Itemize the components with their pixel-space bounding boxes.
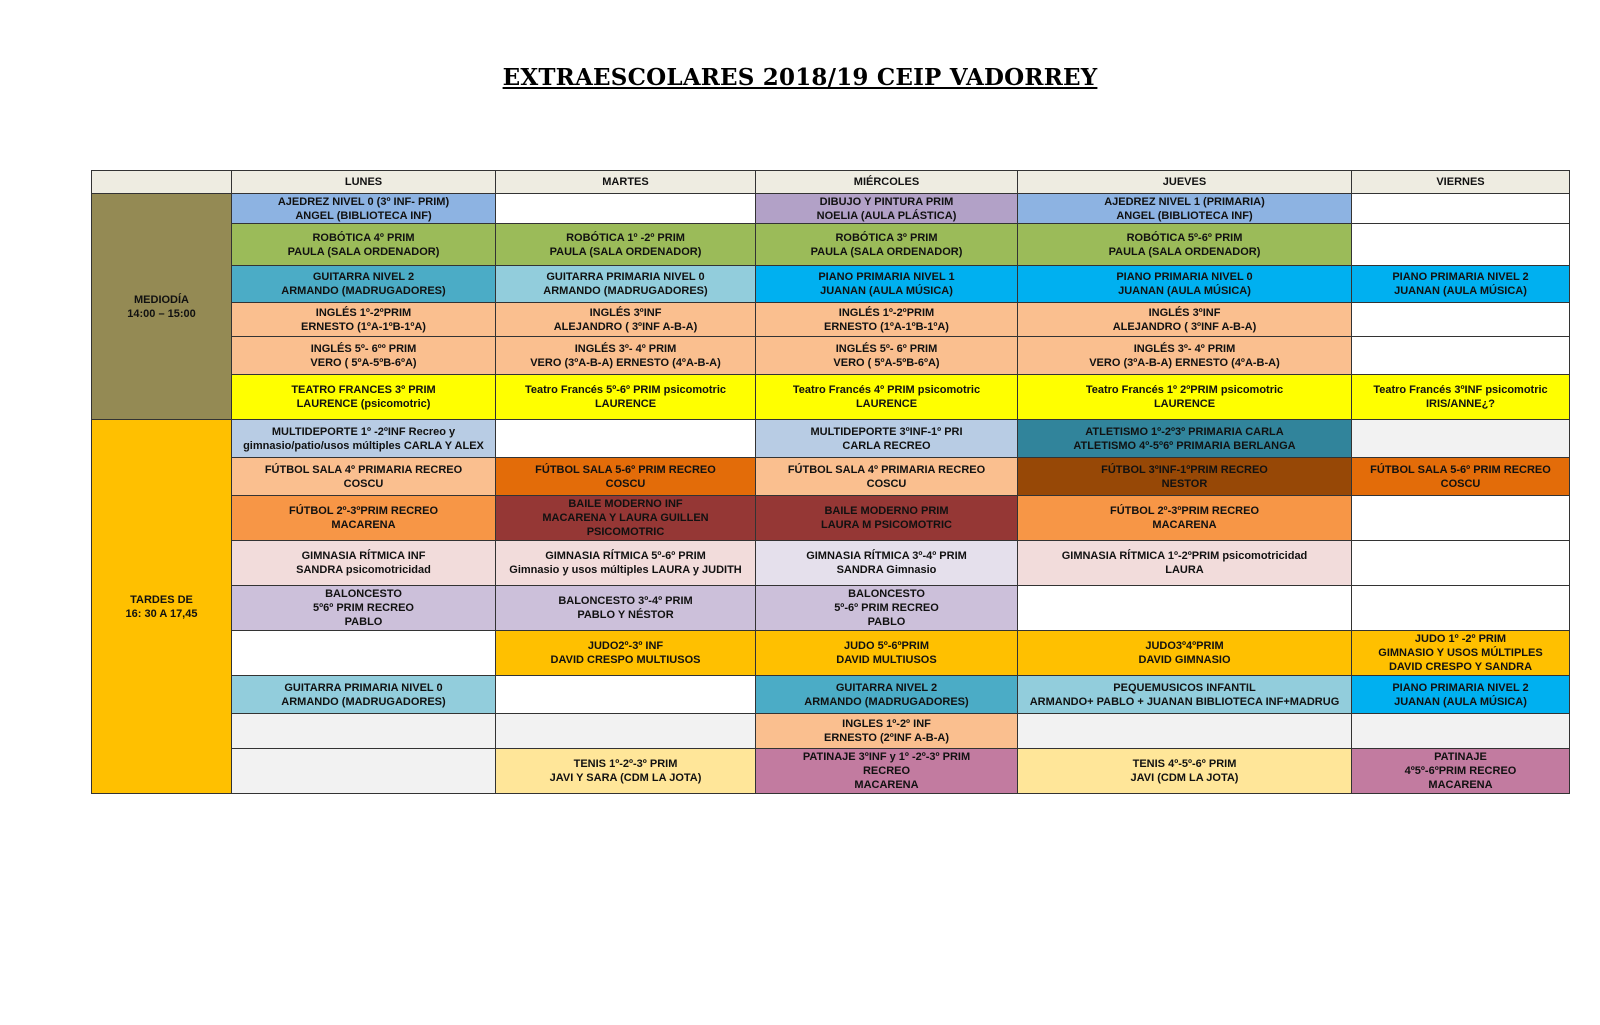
time-block-cell [92,420,232,794]
activity-row [92,714,1570,749]
activity-line: GIMNASIO Y USOS MÚLTIPLES [1378,647,1543,659]
activity-row [92,631,1570,676]
activity-line: Teatro Francés 1º 2ºPRIM psicomotric [1085,384,1284,396]
activity-line: DAVID GIMNASIO [1138,654,1231,666]
activity-cell [756,375,1018,420]
empty-cell [1352,496,1570,541]
activity-line: FÚTBOL SALA 5-6º PRIM RECREO [535,463,716,476]
activity-line: DAVID CRESPO Y SANDRA [1388,661,1533,673]
activity-line: PABLO [344,616,383,628]
activity-line: ARMANDO (MADRUGADORES) [543,285,708,297]
empty-cell [1352,224,1570,266]
activity-cell [1018,496,1352,541]
activity-row [92,586,1570,631]
activity-line: MACARENA [1152,519,1217,531]
activity-cell [232,420,496,458]
activity-line: CARLA RECREO [842,439,931,452]
activity-row [92,375,1570,420]
activity-row [92,194,1570,224]
activity-line: Teatro Francés 4º PRIM psicomotric [792,384,981,396]
activity-line: AJEDREZ NIVEL 1 (PRIMARIA) [1104,195,1265,208]
activity-row [92,420,1570,458]
activity-cell [232,303,496,337]
activity-cell [232,266,496,303]
activity-line: PIANO PRIMARIA NIVEL 2 [1392,271,1529,283]
empty-cell [496,714,756,749]
activity-cell [1018,337,1352,375]
activity-line: INGLÉS 3º- 4º PRIM [574,342,677,355]
empty-cell [1352,194,1570,224]
activity-line: IRIS/ANNE¿? [1425,398,1496,410]
activity-line: MACARENA [331,519,396,531]
activity-line: JUANAN (AULA MÚSICA) [1394,285,1527,297]
activity-cell [232,375,496,420]
activity-line: MACARENA [854,779,919,791]
activity-cell [1352,676,1570,714]
activity-line: NOELIA (AULA PLÁSTICA) [816,209,957,222]
empty-cell [1352,303,1570,337]
activity-line: RECREO [862,765,911,777]
activity-line: SANDRA Gimnasio [836,564,937,576]
activity-cell [1018,375,1352,420]
activity-line: ROBÓTICA 5º-6º PRIM [1126,231,1243,244]
activity-line: PSICOMOTRIC [586,526,665,538]
activity-line: ANGEL (BIBLIOTECA INF) [295,209,432,222]
activity-cell [756,420,1018,458]
activity-cell [756,676,1018,714]
activity-line: FÚTBOL SALA 5-6º PRIM RECREO [1370,463,1551,476]
activity-cell [496,631,756,676]
activity-line: Teatro Francés 5º-6º PRIM psicomotric [525,384,726,396]
activity-cell [1018,676,1352,714]
activity-line: PATINAJE [1434,751,1487,763]
activity-line: PAULA (SALA ORDENADOR) [549,245,702,258]
activity-cell [232,676,496,714]
activity-line: ARMANDO (MADRUGADORES) [281,695,446,708]
activity-cell [232,224,496,266]
activity-line: ERNESTO (1ºA-1ºB-1ºA) [301,320,426,333]
activity-cell [756,266,1018,303]
activity-line: 5º-6º PRIM RECREO [834,602,939,614]
activity-line: SANDRA psicomotricidad [296,564,431,576]
activity-cell [496,541,756,586]
activity-cell [232,194,496,224]
empty-cell [232,714,496,749]
activity-cell [756,496,1018,541]
activity-line: COSCU [343,477,384,490]
activity-row [92,337,1570,375]
activity-cell [1018,266,1352,303]
activity-cell [496,458,756,496]
time-block-hours: 16: 30 A 17,45 [125,607,198,620]
activity-line: 5º6º PRIM RECREO [313,602,414,614]
activity-line: VERO (3ºA-B-A) ERNESTO (4ºA-B-A) [530,356,721,369]
activity-line: PEQUEMUSICOS INFANTIL [1113,681,1256,694]
activity-cell [1018,631,1352,676]
activity-line: VERO (3ºA-B-A) ERNESTO (4ºA-B-A) [1089,356,1280,369]
empty-cell [1018,586,1352,631]
activity-line: LAURENCE [855,398,918,410]
activity-line: ALEJANDRO ( 3ºINF A-B-A) [1112,320,1257,333]
empty-cell [496,420,756,458]
activity-row [92,266,1570,303]
activity-line: ALEJANDRO ( 3ºINF A-B-A) [553,320,698,333]
activity-line: JAVI (CDM LA JOTA) [1130,772,1239,784]
activity-line: BALONCESTO [848,588,925,600]
activity-line: ATLETISMO 1º-2º3º PRIMARIA CARLA [1085,425,1284,438]
activity-line: PAULA (SALA ORDENADOR) [1108,245,1261,258]
activity-line: LAURA [1165,564,1204,576]
activity-cell [232,586,496,631]
activity-cell [496,224,756,266]
activity-line: GUITARRA NIVEL 2 [312,271,415,283]
activity-line: FÚTBOL 3ºINF-1ºPRIM RECREO [1101,463,1268,476]
activity-line: PIANO PRIMARIA NIVEL 1 [818,271,955,283]
activity-line: ARMANDO+ PABLO + JUANAN BIBLIOTECA INF+MADRUG [1029,695,1340,708]
activity-line: VERO ( 5ºA-5ºB-6ºA) [833,356,940,369]
activity-cell [1018,541,1352,586]
activity-line: INGLÉS 3º- 4º PRIM [1133,342,1236,355]
empty-cell [1352,714,1570,749]
activity-line: ROBÓTICA 4º PRIM [312,231,415,244]
activity-line: FÚTBOL SALA 4º PRIMARIA RECREO [787,463,986,476]
activity-line: ROBÓTICA 1º -2º PRIM [566,231,685,244]
activity-line: JUDO 1º -2º PRIM [1414,633,1507,645]
activity-cell [496,303,756,337]
activity-cell [1018,458,1352,496]
activity-line: LAURENCE [1153,398,1216,410]
activity-line: JUDO3º4ºPRIM [1145,640,1224,652]
empty-cell [1018,714,1352,749]
activity-line: PIANO PRIMARIA NIVEL 0 [1116,271,1253,283]
activity-line: BAILE MODERNO PRIM [824,505,949,517]
activity-row [92,303,1570,337]
activity-line: JUANAN (AULA MÚSICA) [820,285,953,297]
activity-cell [1352,631,1570,676]
activity-cell [1018,224,1352,266]
activity-line: ROBÓTICA 3º PRIM [835,231,938,244]
empty-cell [496,194,756,224]
activity-cell [756,303,1018,337]
activity-cell [232,458,496,496]
activity-cell [1352,458,1570,496]
activity-line: TENIS 1º-2º-3º PRIM [573,758,678,770]
activity-cell [756,458,1018,496]
activity-cell [756,194,1018,224]
activity-line: ANGEL (BIBLIOTECA INF) [1116,209,1253,222]
empty-cell [232,631,496,676]
activity-line: PABLO [867,616,906,628]
activity-line: INGLÉS 3ºINF [1148,306,1221,319]
time-block-cell [92,194,232,420]
empty-cell [1352,337,1570,375]
activity-cell [496,266,756,303]
activity-cell [496,496,756,541]
activity-line: COSCU [866,477,907,490]
activity-cell [232,541,496,586]
activity-row [92,749,1570,794]
activity-line: BALONCESTO [325,588,402,600]
activity-line: INGLÉS 3ºINF [589,306,662,319]
activity-line: VERO ( 5ºA-5ºB-6ºA) [310,356,417,369]
activity-line: INGLÉS 5º- 6ºº PRIM [310,342,417,355]
day-header: MARTES [496,171,756,194]
empty-cell [232,749,496,794]
time-block-name: TARDES DE [130,593,193,606]
activity-line: COSCU [1440,477,1481,490]
activity-line: ARMANDO (MADRUGADORES) [804,695,969,708]
activity-row [92,224,1570,266]
activity-line: LAURA M PSICOMOTRIC [821,519,952,531]
activity-cell [756,541,1018,586]
activity-line: GUITARRA PRIMARIA NIVEL 0 [284,681,443,694]
activity-cell [756,714,1018,749]
activity-line: GUITARRA NIVEL 2 [835,681,938,694]
activity-row [92,458,1570,496]
activity-line: Teatro Francés 3ºINF psicomotric [1373,384,1548,396]
activity-line: MACARENA Y LAURA GUILLEN [542,512,709,524]
activity-cell [496,375,756,420]
activity-line: NESTOR [1161,477,1208,490]
activity-cell [1018,420,1352,458]
activity-cell [496,337,756,375]
day-header: MIÉRCOLES [756,171,1018,194]
activity-line: ARMANDO (MADRUGADORES) [281,285,446,297]
activity-line: MULTIDEPORTE 1º -2ºINF Recreo y [271,425,456,438]
activity-line: PAULA (SALA ORDENADOR) [810,245,963,258]
activity-row [92,676,1570,714]
activity-line: GIMNASIA RÍTMICA INF [301,550,426,562]
activity-line: ERNESTO (1ºA-1ºB-1ºA) [824,320,949,333]
activity-row [92,541,1570,586]
day-header: LUNES [232,171,496,194]
activity-cell [756,631,1018,676]
activity-line: JUDO 5º-6ºPRIM [843,640,930,652]
activity-line: TEATRO FRANCES 3º PRIM [291,384,436,396]
activity-line: MACARENA [1428,779,1493,791]
activity-cell [1018,749,1352,794]
activity-row [92,496,1570,541]
activity-cell [232,496,496,541]
activity-line: INGLÉS 1º-2ºPRIM [838,306,935,319]
activity-cell [1352,375,1570,420]
activity-cell [232,337,496,375]
schedule-table [91,170,1570,794]
activity-cell [756,749,1018,794]
activity-line: DAVID CRESPO MULTIUSOS [550,654,701,666]
activity-line: Gimnasio y usos múltiples LAURA y JUDITH [509,564,742,576]
activity-line: ATLETISMO 4º-5º6º PRIMARIA BERLANGA [1073,439,1296,452]
activity-line: BAILE MODERNO INF [568,498,683,510]
activity-line: MULTIDEPORTE 3ºINF-1º PRI [810,425,963,438]
activity-line: 4º5º-6ºPRIM RECREO [1404,765,1517,777]
empty-cell [496,676,756,714]
activity-line: GIMNASIA RÍTMICA 5º-6º PRIM [545,550,706,562]
activity-cell [1018,303,1352,337]
activity-cell [756,586,1018,631]
empty-cell [1352,420,1570,458]
activity-line: LAURENCE (psicomotric) [296,398,431,410]
activity-line: INGLÉS 1º-2ºPRIM [315,306,412,319]
activity-line: PATINAJE 3ºINF y 1º -2º-3º PRIM [802,751,971,763]
activity-cell [1352,749,1570,794]
activity-line: JUANAN (AULA MÚSICA) [1118,285,1251,297]
page-title: EXTRAESCOLARES 2018/19 CEIP VADORREY [502,64,1098,91]
activity-line: COSCU [605,477,646,490]
empty-cell [1352,541,1570,586]
activity-line: GUITARRA PRIMARIA NIVEL 0 [546,271,705,283]
activity-line: PIANO PRIMARIA NIVEL 2 [1392,681,1529,694]
activity-cell [496,749,756,794]
time-block-hours: 14:00 – 15:00 [127,307,196,320]
activity-cell [1352,266,1570,303]
activity-line: PAULA (SALA ORDENADOR) [287,245,440,258]
activity-line: FÚTBOL 2º-3ºPRIM RECREO [1109,505,1259,517]
activity-line: PABLO Y NÉSTOR [577,609,674,621]
activity-cell [1018,194,1352,224]
day-header-row [92,171,1570,194]
activity-cell [756,337,1018,375]
activity-line: ERNESTO (2ºINF A-B-A) [823,732,950,744]
activity-line: JAVI Y SARA (CDM LA JOTA) [549,772,702,784]
activity-cell [756,224,1018,266]
activity-line: JUDO2º-3º INF [587,640,664,652]
activity-cell [496,586,756,631]
activity-line: GIMNASIA RÍTMICA 3º-4º PRIM [806,550,967,562]
activity-line: JUANAN (AULA MÚSICA) [1394,695,1527,708]
activity-line: INGLES 1º-2º INF [842,718,931,730]
empty-cell [1352,586,1570,631]
header-corner-cell [92,171,232,194]
activity-line: DIBUJO Y PINTURA PRIM [819,195,954,208]
time-block-name: MEDIODÍA [134,293,189,306]
activity-line: LAURENCE [594,398,657,410]
activity-line: GIMNASIA RÍTMICA 1º-2ºPRIM psicomotricidad [1061,550,1308,562]
activity-line: gimnasio/patio/usos múltiples CARLA Y ALEX [243,439,484,452]
activity-line: FÚTBOL 2º-3ºPRIM RECREO [288,505,438,517]
activity-line: TENIS 4º-5º-6º PRIM [1132,758,1237,770]
activity-line: INGLÉS 5º- 6º PRIM [835,342,938,355]
activity-line: FÚTBOL SALA 4º PRIMARIA RECREO [264,463,463,476]
day-header: JUEVES [1018,171,1352,194]
activity-line: DAVID MULTIUSOS [836,654,937,666]
day-header: VIERNES [1352,171,1570,194]
activity-line: BALONCESTO 3º-4º PRIM [558,595,693,607]
activity-line: AJEDREZ NIVEL 0 (3º INF- PRIM) [277,195,450,208]
